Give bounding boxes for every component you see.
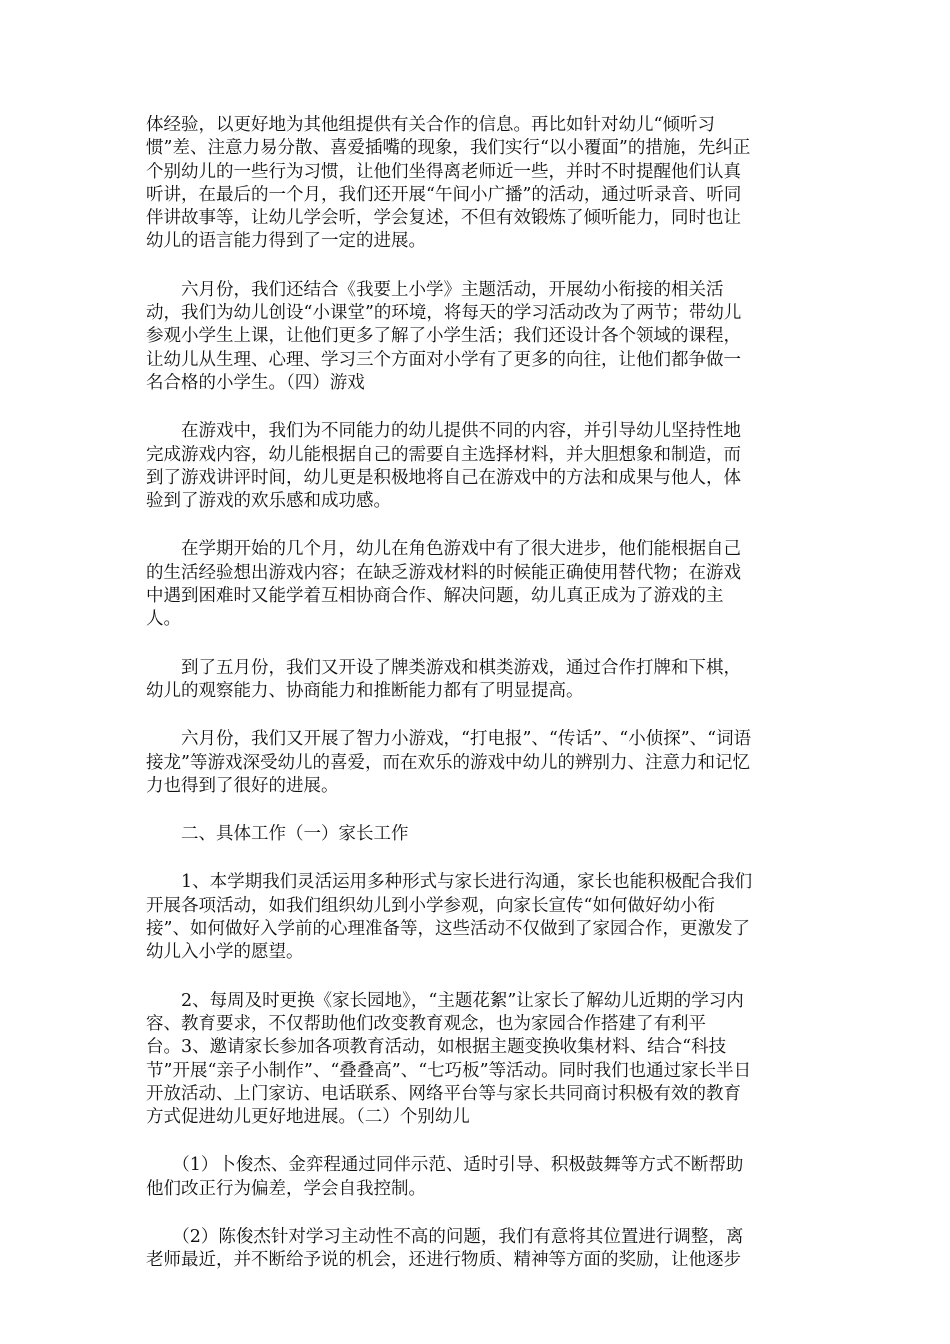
paragraph-gap <box>146 1201 806 1226</box>
text-line: 中遇到困难时又能学着互相协商合作、解决问题，幼儿真正成为了游戏的主 <box>146 586 724 607</box>
text-line: 六月份，我们又开展了智力小游戏，“打电报”、“传话”、“小侦探”、“词语 <box>146 729 752 750</box>
text-line: 开展各项活动，如我们组织幼儿到小学参观，向家长宣传“如何做好幼小衔 <box>146 895 715 916</box>
text-line: 力也得到了很好的进展。 <box>146 775 339 796</box>
paragraph <box>146 114 806 254</box>
text-line: 幼儿入小学的愿望。 <box>146 942 304 963</box>
text-line: 在学期开始的几个月，幼儿在角色游戏中有了很大进步，他们能根据自己 <box>146 539 741 560</box>
paragraph-gap <box>146 1129 806 1154</box>
text-line: 节”开展“亲子小制作”、“叠叠高”、“七巧板”等活动。同时我们也通过家长半日 <box>146 1060 752 1081</box>
document-page <box>146 114 806 1273</box>
text-line: 六月份，我们还结合《我要上小学》主题活动，开展幼小衔接的相关活 <box>146 279 724 300</box>
text-line: 完成游戏内容，幼儿能根据自己的需要自主选择材料，并大胆想象和制造，而 <box>146 444 741 465</box>
text-line: 老师最近，并不断给予说的机会，还进行物质、精神等方面的奖励，让他逐步 <box>146 1250 741 1271</box>
paragraph <box>146 990 806 1130</box>
paragraph-gap <box>146 513 806 538</box>
text-line: 二、具体工作（一）家长工作 <box>146 824 409 845</box>
text-line: （2）陈俊杰针对学习主动性不高的问题，我们有意将其位置进行调整，离 <box>146 1226 744 1247</box>
text-line: 他们改正行为偏差，学会自我控制。 <box>146 1178 426 1199</box>
text-line: 在游戏中，我们为不同能力的幼儿提供不同的内容，并引导幼儿坚持性地 <box>146 421 741 442</box>
text-line: 的生活经验想出游戏内容；在缺乏游戏材料的时候能正确使用替代物；在游戏 <box>146 562 741 583</box>
text-line: 幼儿的观察能力、协商能力和推断能力都有了明显提高。 <box>146 680 584 701</box>
text-line: 接龙”等游戏深受幼儿的喜爱，而在欢乐的游戏中幼儿的辨别力、注意力和记忆 <box>146 752 750 773</box>
paragraph <box>146 1154 806 1201</box>
text-line: （1）卜俊杰、金弈程通过同伴示范、适时引导、积极鼓舞等方式不断帮助 <box>146 1155 744 1176</box>
paragraph <box>146 657 806 704</box>
text-line: 到了五月份，我们又开设了牌类游戏和棋类游戏，通过合作打牌和下棋， <box>146 657 741 678</box>
paragraph <box>146 728 806 798</box>
text-line: 2、每周及时更换《家长园地》，“主题花絮”让家长了解幼儿近期的学习内 <box>146 990 744 1011</box>
text-line: 方式促进幼儿更好地进展。（二）个别幼儿 <box>146 1107 470 1128</box>
text-line: 1、本学期我们灵活运用多种形式与家长进行沟通，家长也能积极配合我们 <box>146 872 753 893</box>
text-line: 开放活动、上门家访、电话联系、网络平台等与家长共同商讨积极有效的教育 <box>146 1083 741 1104</box>
paragraph-gap <box>146 798 806 823</box>
text-line: 到了游戏讲评时间，幼儿更是积极地将自己在游戏中的方法和成果与他人，体 <box>146 467 741 488</box>
paragraph <box>146 823 806 846</box>
paragraph-gap <box>146 254 806 279</box>
text-line: 体经验，以更好地为其他组提供有关合作的信息。再比如针对幼儿“倾听习 <box>146 115 715 135</box>
text-line: 个别幼儿的一些行为习惯，让他们坐得离老师近一些，并时不时提醒他们认真 <box>146 161 741 182</box>
text-line: 接”、如何做好入学前的心理准备等，这些活动不仅做到了家园合作，更激发了 <box>146 919 750 940</box>
paragraph <box>146 871 806 964</box>
text-line: 幼儿的语言能力得到了一定的进展。 <box>146 231 426 252</box>
paragraph <box>146 538 806 631</box>
text-line: 听讲，在最后的一个月，我们还开展“午间小广播”的活动，通过听录音、听同 <box>146 184 742 205</box>
text-line: 动，我们为幼儿创设“小课堂”的环境，将每天的学习活动改为了两节；带幼儿 <box>146 303 742 324</box>
paragraph <box>146 1226 806 1273</box>
text-line: 惯”差、注意力易分散、喜爱插嘴的现象，我们实行“以小覆面”的措施，先纠正 <box>146 138 751 159</box>
text-line: 验到了游戏的欢乐感和成功感。 <box>146 491 391 512</box>
paragraph-gap <box>146 632 806 657</box>
text-line: 容、教育要求，不仅帮助他们改变教育观念，也为家园合作搭建了有利平 <box>146 1013 706 1034</box>
paragraph-gap <box>146 846 806 871</box>
paragraph <box>146 279 806 395</box>
text-line: 台。3、邀请家长参加各项教育活动，如根据主题变换收集材料、结合“科技 <box>146 1037 727 1058</box>
paragraph-gap <box>146 395 806 420</box>
text-line: 名合格的小学生。（四）游戏 <box>146 372 365 393</box>
text-line: 参观小学生上课，让他们更多了解了小学生活；我们还设计各个领域的课程， <box>146 326 741 347</box>
paragraph <box>146 420 806 513</box>
text-line: 人。 <box>146 609 181 630</box>
paragraph-gap <box>146 703 806 728</box>
text-line: 让幼儿从生理、心理、学习三个方面对小学有了更多的向往，让他们都争做一 <box>146 349 741 370</box>
text-line: 伴讲故事等，让幼儿学会听，学会复述，不但有效锻炼了倾听能力，同时也让 <box>146 208 741 229</box>
paragraph-gap <box>146 965 806 990</box>
